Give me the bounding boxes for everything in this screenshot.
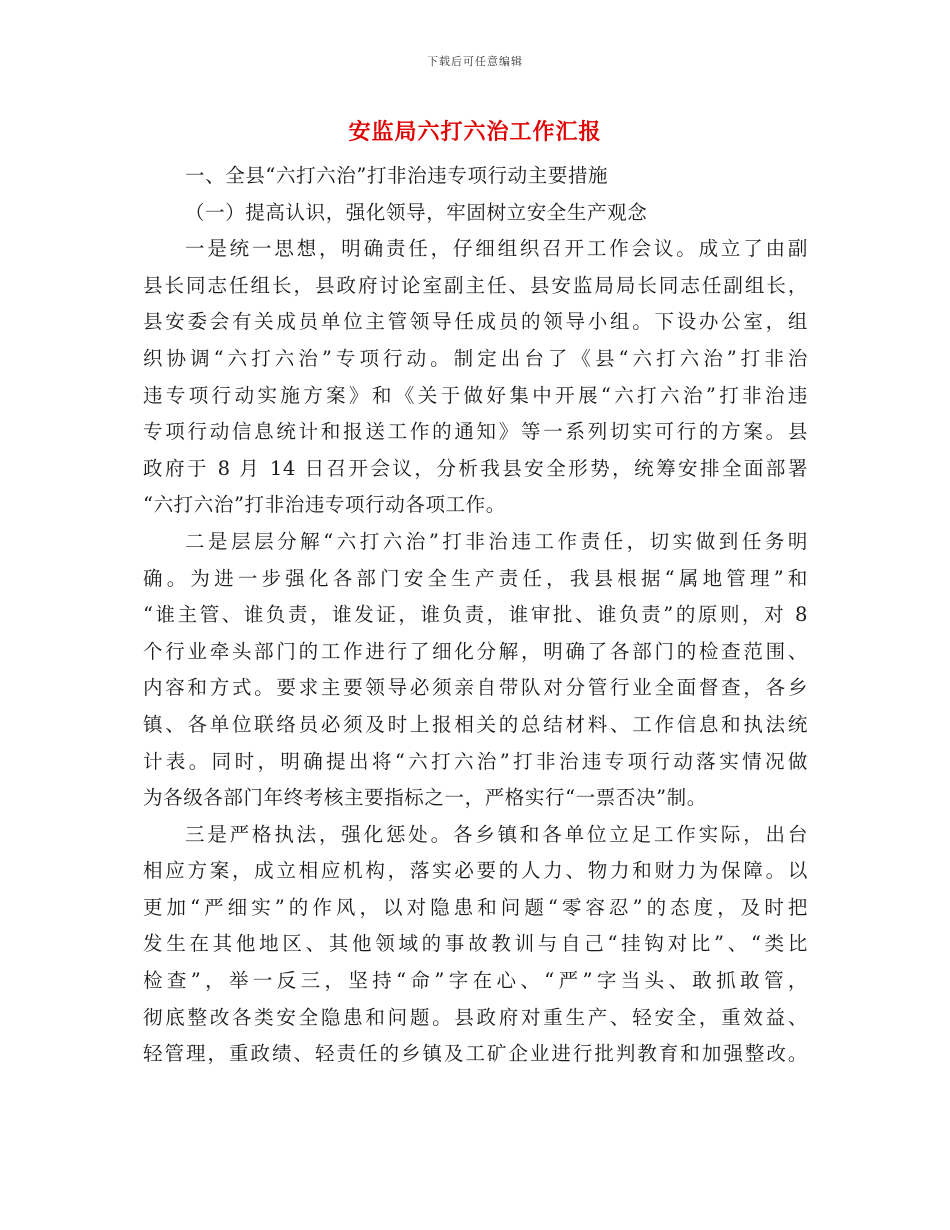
body-line: 县长同志任组长，县政府讨论室副主任、县安监局局长同志任副组长， [143, 273, 808, 297]
body-line: 一、全县“六打六治”打非治违专项行动主要措施 [185, 164, 609, 187]
body-line: 一是统一思想，明确责任，仔细组织召开工作会议。成立了由副 [185, 237, 808, 261]
body-line: 更加“严细实”的作风，以对隐患和问题“零容忍”的态度，及时把 [143, 895, 808, 919]
body-line: 检查”，举一反三，坚持“命”字在心、“严”字当头、敢抓敢管， [143, 969, 808, 993]
body-line: 相应方案，成立相应机构，落实必要的人力、物力和财力为保障。以 [143, 859, 808, 883]
body-line: 个行业牵头部门的工作进行了细化分解，明确了各部门的检查范围、 [143, 639, 808, 663]
body-line: 内容和方式。要求主要领导必须亲自带队对分管行业全面督查，各乡 [143, 676, 808, 700]
body-line: 镇、各单位联络员必须及时上报相关的总结材料、工作信息和执法统 [143, 712, 808, 736]
body-line: 织协调“六打六治”专项行动。制定出台了《县“六打六治”打非治 [143, 346, 808, 370]
body-line: 彻底整改各类安全隐患和问题。县政府对重生产、轻安全，重效益、 [143, 1005, 808, 1029]
body-line: 发生在其他地区、其他领域的事故教训与自己“挂钩对比”、“类比 [143, 932, 808, 956]
body-line: （一）提高认识，强化领导，牢固树立安全生产观念 [185, 200, 648, 224]
header-note: 下载后可任意编辑 [427, 55, 523, 68]
body-line: 为各级各部门年终考核主要指标之一，严格实行“一票否决”制。 [143, 786, 707, 810]
document-title: 安监局六打六治工作汇报 [348, 119, 602, 145]
body-line: 县安委会有关成员单位主管领导任成员的领导小组。下设办公室，组 [143, 310, 808, 334]
document-body [143, 158, 808, 1073]
body-line: 计表。同时，明确提出将“六打六治”打非治违专项行动落实情况做 [143, 749, 808, 773]
body-line: 轻管理，重政绩、轻责任的乡镇及工矿企业进行批判教育和加强整改。 [143, 1042, 808, 1066]
body-line: 三是严格执法，强化惩处。各乡镇和各单位立足工作实际，出台 [185, 822, 808, 846]
body-line: “六打六治”打非治违专项行动各项工作。 [143, 493, 506, 517]
body-line: 确。为进一步强化各部门安全生产责任，我县根据“属地管理”和 [143, 566, 808, 590]
body-line: 二是层层分解“六打六治”打非治违工作责任，切实做到任务明 [185, 529, 808, 553]
body-line: 政府于 8 月 14 日召开会议，分析我县安全形势，统筹安排全面部署 [143, 456, 808, 480]
body-line: 违专项行动实施方案》和《关于做好集中开展“六打六治”打非治违 [143, 383, 808, 407]
body-line: 专项行动信息统计和报送工作的通知》等一系列切实可行的方案。县 [143, 420, 808, 444]
body-line: “谁主管、谁负责，谁发证，谁负责，谁审批、谁负责”的原则，对 8 [143, 603, 808, 627]
